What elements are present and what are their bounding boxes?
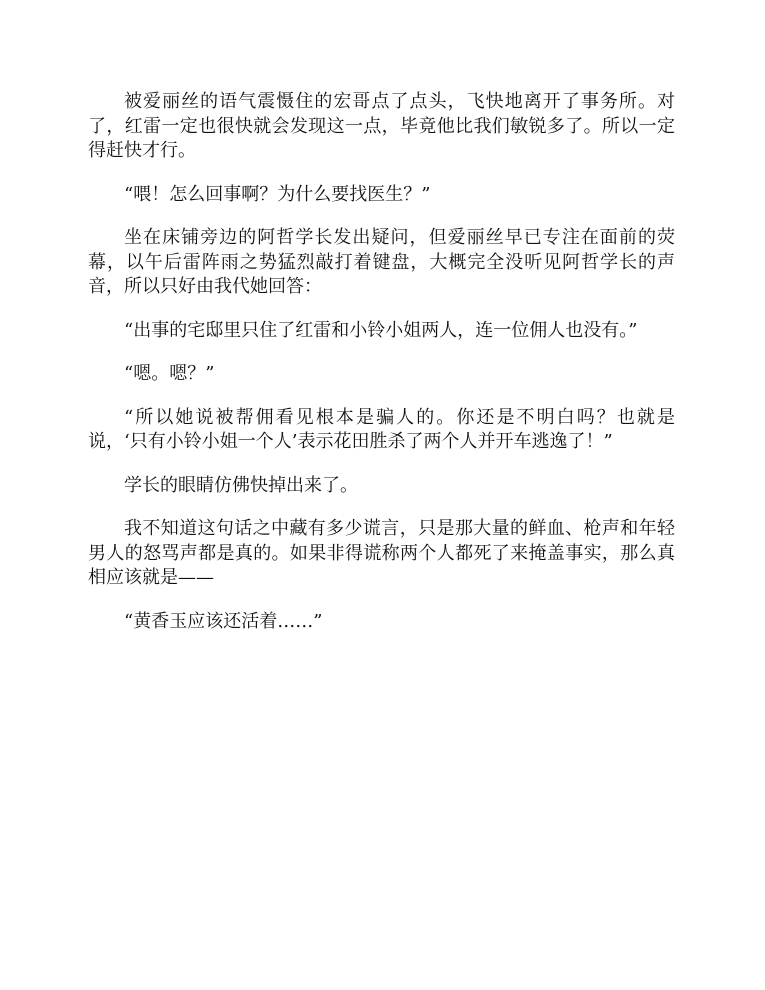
paragraph: 坐在床铺旁边的阿哲学长发出疑问，但爱丽丝早已专注在面前的荧幕，以午后雷阵雨之势猛烈敲打着键盘，大概完全没听见阿哲学长的声音，所以只好由我代她回答： <box>88 227 675 297</box>
paragraph: “嗯。嗯？” <box>124 363 215 384</box>
paragraph: 被爱丽丝的语气震慑住的宏哥点了点头，飞快地离开了事务所。对了，红雷一定也很快就会发现这一点，毕竟他比我们敏锐多了。所以一定得赶快才行。 <box>88 91 675 161</box>
paragraph: 我不知道这句话之中藏有多少谎言，只是那大量的鲜血、枪声和年轻男人的怒骂声都是真的。如果非得谎称两个人都死了来掩盖事实，那么真相应该就是—— <box>88 518 675 588</box>
paragraph: “黄香玉应该还活着……” <box>124 610 323 632</box>
paragraph: “出事的宅邸里只住了红雷和小铃小姐两人，连一位佣人也没有。” <box>124 319 638 341</box>
document-page <box>88 90 675 653</box>
paragraph: “喂！怎么回事啊？为什么要找医生？” <box>124 183 431 205</box>
paragraph: “所以她说被帮佣看见根本是骗人的。你还是不明白吗？也就是说，‘只有小铃小姐一个人’表示花田胜杀了两个人并开车逃逸了！” <box>88 406 675 452</box>
paragraph: 学长的眼睛仿佛快掉出来了。 <box>124 474 358 496</box>
